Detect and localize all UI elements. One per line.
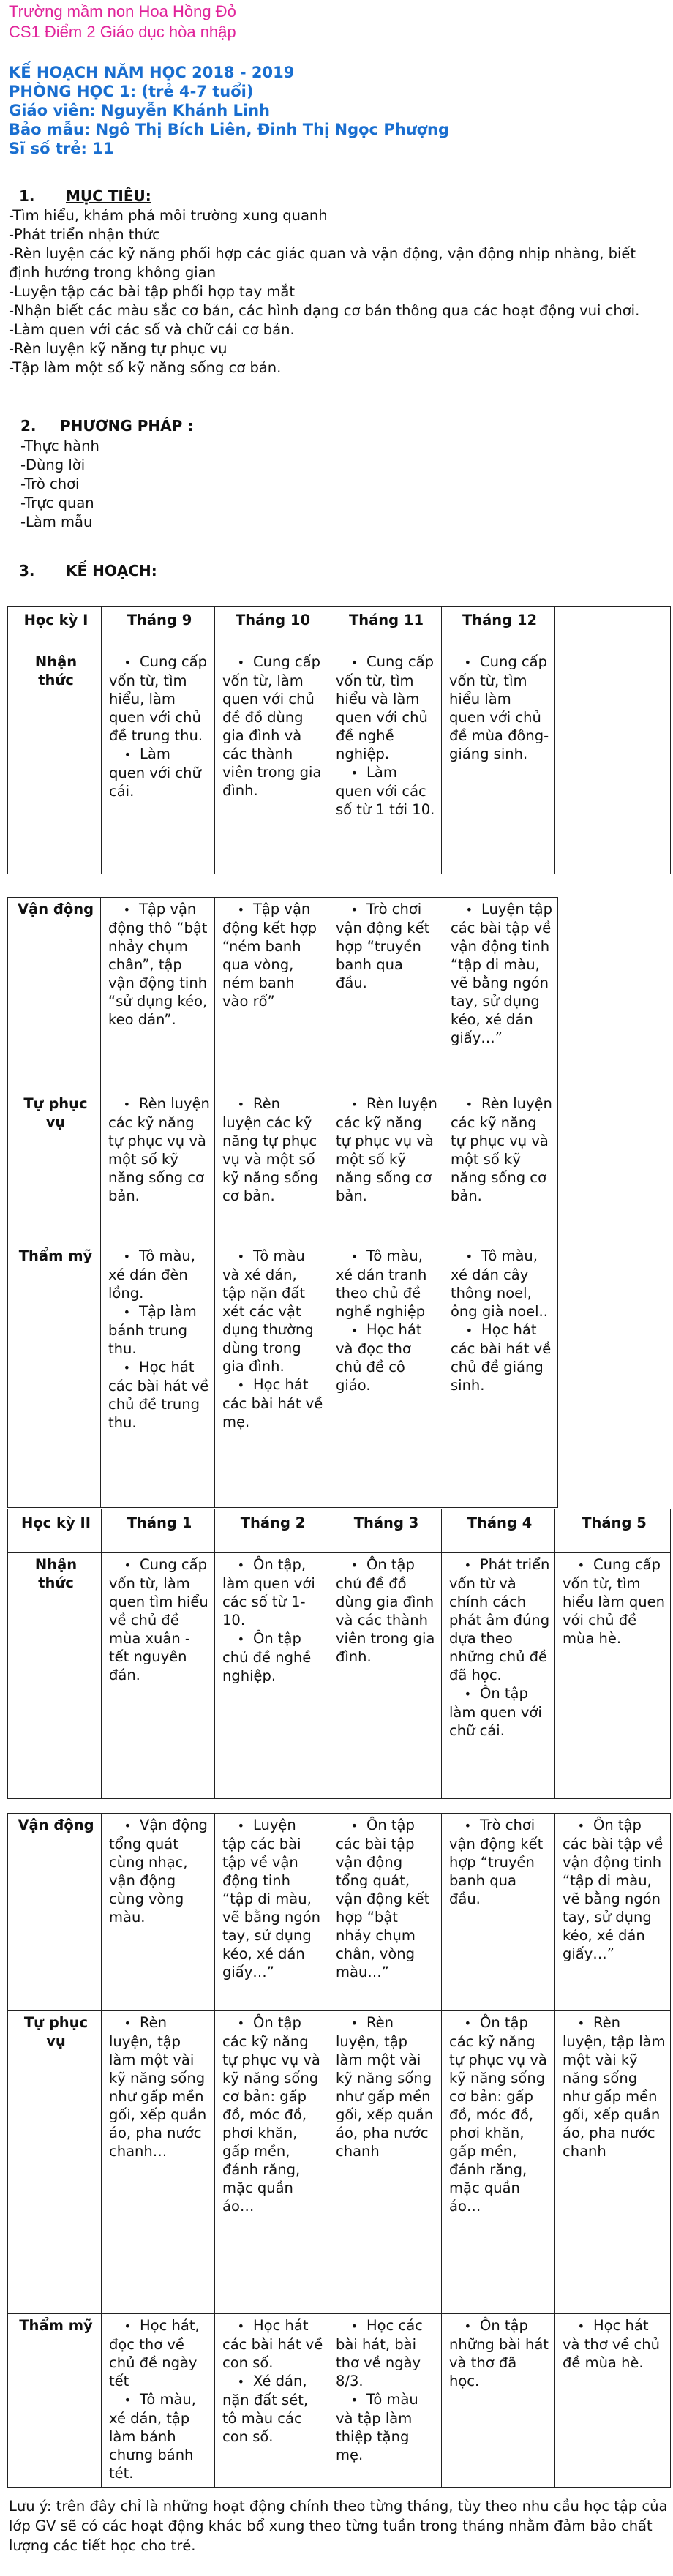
section-title: KẾ HOẠCH:	[66, 562, 157, 579]
activity-item: • Rèn luyện các kỹ năng tự phục vụ và một số kỹ năng sống cơ bản.	[336, 1094, 438, 1205]
objective-item: -Rèn luyện kỹ năng tự phục vụ	[9, 340, 228, 357]
activity-item: • Ôn tập chủ đề nghề nghiệp.	[222, 1629, 323, 1685]
teacher-info: Giáo viên: Nguyễn Khánh Linh	[9, 102, 270, 119]
section-title: MỤC TIÊU:	[66, 187, 151, 205]
activity-item: • Học hát, đọc thơ về chủ đề ngày tết	[109, 2316, 210, 2390]
objective-item: -Phát triển nhận thức	[9, 226, 160, 243]
row-label: Nhận thức	[8, 650, 102, 874]
objective-item: -Nhận biết các màu sắc cơ bản, các hình dạng cơ bản thông qua các hoạt động vui chơi.	[9, 302, 640, 319]
plan-cell	[102, 2314, 215, 2488]
plan-cell	[215, 1553, 328, 1799]
activity-item: • Làm quen với các số từ 1 tới 10.	[336, 763, 437, 819]
plan-cell	[215, 650, 328, 874]
student-count: Sĩ số trẻ: 11	[9, 140, 114, 157]
plan-cell	[102, 1553, 215, 1799]
semester-2-table	[7, 1813, 671, 2488]
plan-cell	[215, 2314, 328, 2488]
activity-item: • Cung cấp vốn từ, tìm hiểu làm quen với chủ đề mùa hè.	[563, 1555, 666, 1648]
row-label: Tự phục vụ	[8, 2011, 102, 2314]
activity-item: • Tô màu, xé dán cây thông noel, ông già noel..	[451, 1247, 553, 1321]
objective-item: -Làm quen với các số và chữ cái cơ bản.	[9, 321, 295, 338]
activity-item: • Tô màu, xé dán đèn lồng.	[108, 1247, 210, 1302]
plan-cell	[442, 2314, 555, 2488]
section-methods-heading	[20, 417, 193, 436]
activity-item: • Rèn luyện các kỹ năng tự phục vụ và một số kỹ năng sống cơ bản.	[108, 1094, 210, 1205]
plan-cell	[442, 1553, 555, 1799]
plan-cell	[328, 1092, 443, 1244]
plan-cell	[442, 1814, 555, 2011]
activity-item: • Rèn luyện, tập làm một vài kỹ năng sống như gấp mền gối, xếp quần áo, pha nước chanh	[336, 2013, 437, 2160]
activity-item: • Học hát các bài hát về chủ đề trung thu.	[108, 1358, 210, 1432]
plan-cell	[443, 898, 558, 1092]
plan-cell	[101, 1244, 215, 1508]
objective-item: -Luyện tập các bài tập phối hợp tay mắt	[9, 283, 295, 300]
activity-item: • Học hát các bài hát về con số.	[222, 2316, 323, 2372]
semester-1-table	[7, 897, 558, 1508]
plan-cell	[442, 650, 555, 874]
plan-cell	[215, 898, 328, 1092]
plan-cell	[443, 1092, 558, 1244]
footnote: Lưu ý: trên đây chỉ là những hoạt động chính theo từng tháng, tùy theo nhu cầu học tập của lớp GV sẽ có các hoạt động khác bổ xung theo từng tuần trong tháng nhằm đảm bảo chất lượng các tiết học cho trẻ.	[9, 2498, 668, 2554]
activity-item: • Tập vận động thô “bật nhảy chụm chân”, tập vận động tinh “sử dụng kéo, keo dán”.	[108, 900, 210, 1029]
activity-item: • Học hát các bài hát về mẹ.	[222, 1375, 323, 1431]
activity-item: • Ôn tập các kỹ năng tự phục vụ và kỹ năng sống cơ bản: gấp đồ, móc đồ, phơi khăn, gấp mền, đánh răng, mặc quần áo…	[222, 2013, 323, 2215]
activity-item: • Tô màu và xé dán, tập nặn đất xét các vật dụng thường dùng trong gia đình.	[222, 1247, 323, 1375]
activity-item: • Học hát và thơ về chủ đề mùa hè.	[563, 2316, 666, 2372]
method-item: -Trực quan	[20, 495, 94, 511]
activity-item: • Ôn tập các bài tập về vận động tinh “tập di màu, vẽ bằng ngón tay, sử dụng kéo, xé dán giấy…”	[563, 1816, 666, 1963]
activity-item: • Cung cấp vốn từ, tìm hiểu, làm quen với chủ đề trung thu.	[109, 653, 210, 745]
activity-item: • Cung cấp vốn từ, tìm hiểu và làm quen với chủ đề nghề nghiệp.	[336, 653, 437, 763]
row-label: Thẩm mỹ	[8, 2314, 102, 2488]
plan-cell	[555, 2011, 671, 2314]
activity-item: • Rèn luyện các kỹ năng tự phục vụ và một số kỹ năng sống cơ bản.	[222, 1094, 323, 1205]
activity-item: • Ôn tập những bài hát và thơ đã học.	[449, 2316, 550, 2390]
month-header: Tháng 1	[102, 1509, 215, 1553]
nanny-info: Bảo mẫu: Ngô Thị Bích Liên, Đinh Thị Ngọc Phượng	[9, 121, 450, 138]
row-label: Vận động	[8, 1814, 102, 2011]
activity-item: • Ôn tập, làm quen với các số từ 1-10.	[222, 1555, 323, 1629]
plan-cell	[442, 2011, 555, 2314]
activity-item: • Làm quen với chữ cái.	[109, 745, 210, 800]
plan-cell	[328, 1553, 442, 1799]
plan-title: KẾ HOẠCH NĂM HỌC 2018 - 2019	[9, 64, 295, 81]
method-item: -Dùng lời	[20, 457, 86, 473]
row-label: Tự phục vụ	[8, 1092, 101, 1244]
month-header: Tháng 12	[442, 607, 555, 650]
method-item: -Làm mẫu	[20, 514, 93, 530]
method-item: -Thực hành	[20, 438, 99, 454]
activity-item: • Học các bài hát, bài thơ về ngày 8/3.	[336, 2316, 437, 2390]
activity-item: • Rèn luyện các kỹ năng tự phục vụ và một số kỹ năng sống cơ bản.	[451, 1094, 553, 1205]
activity-item: • Cung cấp vốn từ, làm quen tìm hiểu về chủ đề mùa xuân -tết nguyên đán.	[109, 1555, 210, 1684]
section-objectives-heading	[19, 187, 151, 206]
school-name: Trường mầm non Hoa Hồng Đỏ	[9, 2, 236, 20]
section-plan-heading	[19, 562, 157, 581]
activity-item: • Học hát và đọc thơ chủ đề cô giáo.	[336, 1321, 438, 1394]
activity-item: • Tập vận động kết hợp “ném banh qua vòng, ném banh vào rổ”	[222, 900, 323, 1010]
room-info: PHÒNG HỌC 1: (trẻ 4-7 tuổi)	[9, 83, 254, 100]
plan-cell	[215, 1814, 328, 2011]
method-item: -Trò chơi	[20, 476, 80, 492]
plan-cell	[101, 898, 215, 1092]
row-label: Vận động	[8, 898, 101, 1092]
plan-cell	[101, 1092, 215, 1244]
section-number: 2.	[20, 417, 37, 435]
plan-cell	[443, 1244, 558, 1508]
activity-item: • Luyện tập các bài tập về vận động tinh “tập di màu, vẽ bằng ngón tay, sử dụng kéo, xé dán giấy…”	[451, 900, 553, 1047]
month-header: Tháng 9	[102, 607, 215, 650]
activity-item: • Tô màu, xé dán, tập làm bánh chưng bánh tét.	[109, 2390, 210, 2482]
plan-cell	[555, 650, 671, 874]
activity-item: • Tô màu, xé dán tranh theo chủ đề nghề nghiệp	[336, 1247, 438, 1321]
plan-cell	[555, 1814, 671, 2011]
objective-item: -Tập làm một số kỹ năng sống cơ bản.	[9, 359, 282, 376]
semester-1-header-table	[7, 606, 671, 874]
month-header: Tháng 2	[215, 1509, 328, 1553]
plan-cell	[328, 2011, 442, 2314]
activity-item: • Luyện tập các bài tập về vận động tinh “tập di màu, vẽ bằng ngón tay, sử dụng kéo, xé dán giấy…”	[222, 1816, 323, 1981]
semester-label: Học kỳ II	[8, 1509, 102, 1553]
month-header	[555, 607, 671, 650]
activity-item: • Ôn tập làm quen với chữ cái.	[449, 1684, 550, 1740]
objectives-list	[9, 206, 667, 378]
activity-item: • Ôn tập các kỹ năng tự phục vụ và kỹ năng sống cơ bản: gấp đồ, móc đồ, phơi khăn, gấp mền, đánh răng, mặc quần áo…	[449, 2013, 550, 2215]
plan-cell	[215, 1092, 328, 1244]
month-header: Tháng 5	[555, 1509, 671, 1553]
semester-label: Học kỳ I	[8, 607, 102, 650]
month-header: Tháng 3	[328, 1509, 442, 1553]
plan-cell	[215, 2011, 328, 2314]
month-header: Tháng 4	[442, 1509, 555, 1553]
activity-item: • Ôn tập các bài tập vận động tổng quát, vận động kết hợp “bật nhảy chụm chân, vòng màu…”	[336, 1816, 437, 1981]
activity-item: • Tô màu và tập làm thiệp tặng mẹ.	[336, 2390, 437, 2464]
activity-item: • Trò chơi vận động kết hợp “truyền banh qua đầu.	[449, 1816, 550, 1908]
plan-cell	[328, 2314, 442, 2488]
methods-list	[20, 437, 99, 532]
activity-item: • Học hát các bài hát về chủ đề giáng sinh.	[451, 1321, 553, 1394]
row-label: Thẩm mỹ	[8, 1244, 101, 1508]
activity-item: • Ôn tập chủ đề đồ dùng gia đình và các thành viên trong gia đình.	[336, 1555, 437, 1666]
plan-cell	[102, 2011, 215, 2314]
activity-item: • Tập làm bánh trung thu.	[108, 1302, 210, 1358]
activity-item: • Xé dán, nặn đất sét, tô màu các con số.	[222, 2372, 323, 2446]
plan-cell	[102, 650, 215, 874]
activity-item: • Trò chơi vận động kết hợp “truyền banh qua đầu.	[336, 900, 438, 992]
objective-item: -Tìm hiểu, khám phá môi trường xung quanh	[9, 207, 328, 224]
row-label: Nhận thức	[8, 1553, 102, 1799]
activity-item: • Cung cấp vốn từ, làm quen với chủ đề đồ dùng gia đình và các thành viên trong gia đình.	[222, 653, 323, 800]
section-number: 3.	[19, 562, 35, 579]
plan-cell	[328, 650, 442, 874]
plan-cell	[555, 2314, 671, 2488]
activity-item: • Rèn luyện, tập làm một vài kỹ năng sống như gấp mền gối, xếp quần áo, pha nước chanh…	[109, 2013, 210, 2160]
activity-item: • Rèn luyện, tập làm một vài kỹ năng sống như gấp mền gối, xếp quần áo, pha nước chanh	[563, 2013, 666, 2160]
activity-item: • Phát triển vốn từ và chính cách phát âm đúng dựa theo những chủ đề đã học.	[449, 1555, 550, 1684]
month-header: Tháng 11	[328, 607, 442, 650]
plan-cell	[102, 1814, 215, 2011]
plan-cell	[555, 1553, 671, 1799]
school-subtitle: CS1 Điểm 2 Giáo dục hòa nhập	[9, 23, 236, 41]
plan-cell	[215, 1244, 328, 1508]
plan-cell	[328, 1814, 442, 2011]
section-title: PHƯƠNG PHÁP :	[60, 417, 194, 435]
activity-item: • Vận động tổng quát cùng nhạc, vận động cùng vòng màu.	[109, 1816, 210, 1926]
objective-item: -Rèn luyện các kỹ năng phối hợp các giác quan và vận động, vận động nhịp nhàng, biết định hướng trong không gian	[9, 245, 636, 281]
activity-item: • Cung cấp vốn từ, tìm hiểu làm quen với chủ đề mùa đông-giáng sinh.	[449, 653, 550, 763]
plan-cell	[328, 1244, 443, 1508]
section-number: 1.	[19, 187, 35, 205]
plan-cell	[328, 898, 443, 1092]
semester-2-header-table	[7, 1509, 671, 1799]
month-header: Tháng 10	[215, 607, 328, 650]
